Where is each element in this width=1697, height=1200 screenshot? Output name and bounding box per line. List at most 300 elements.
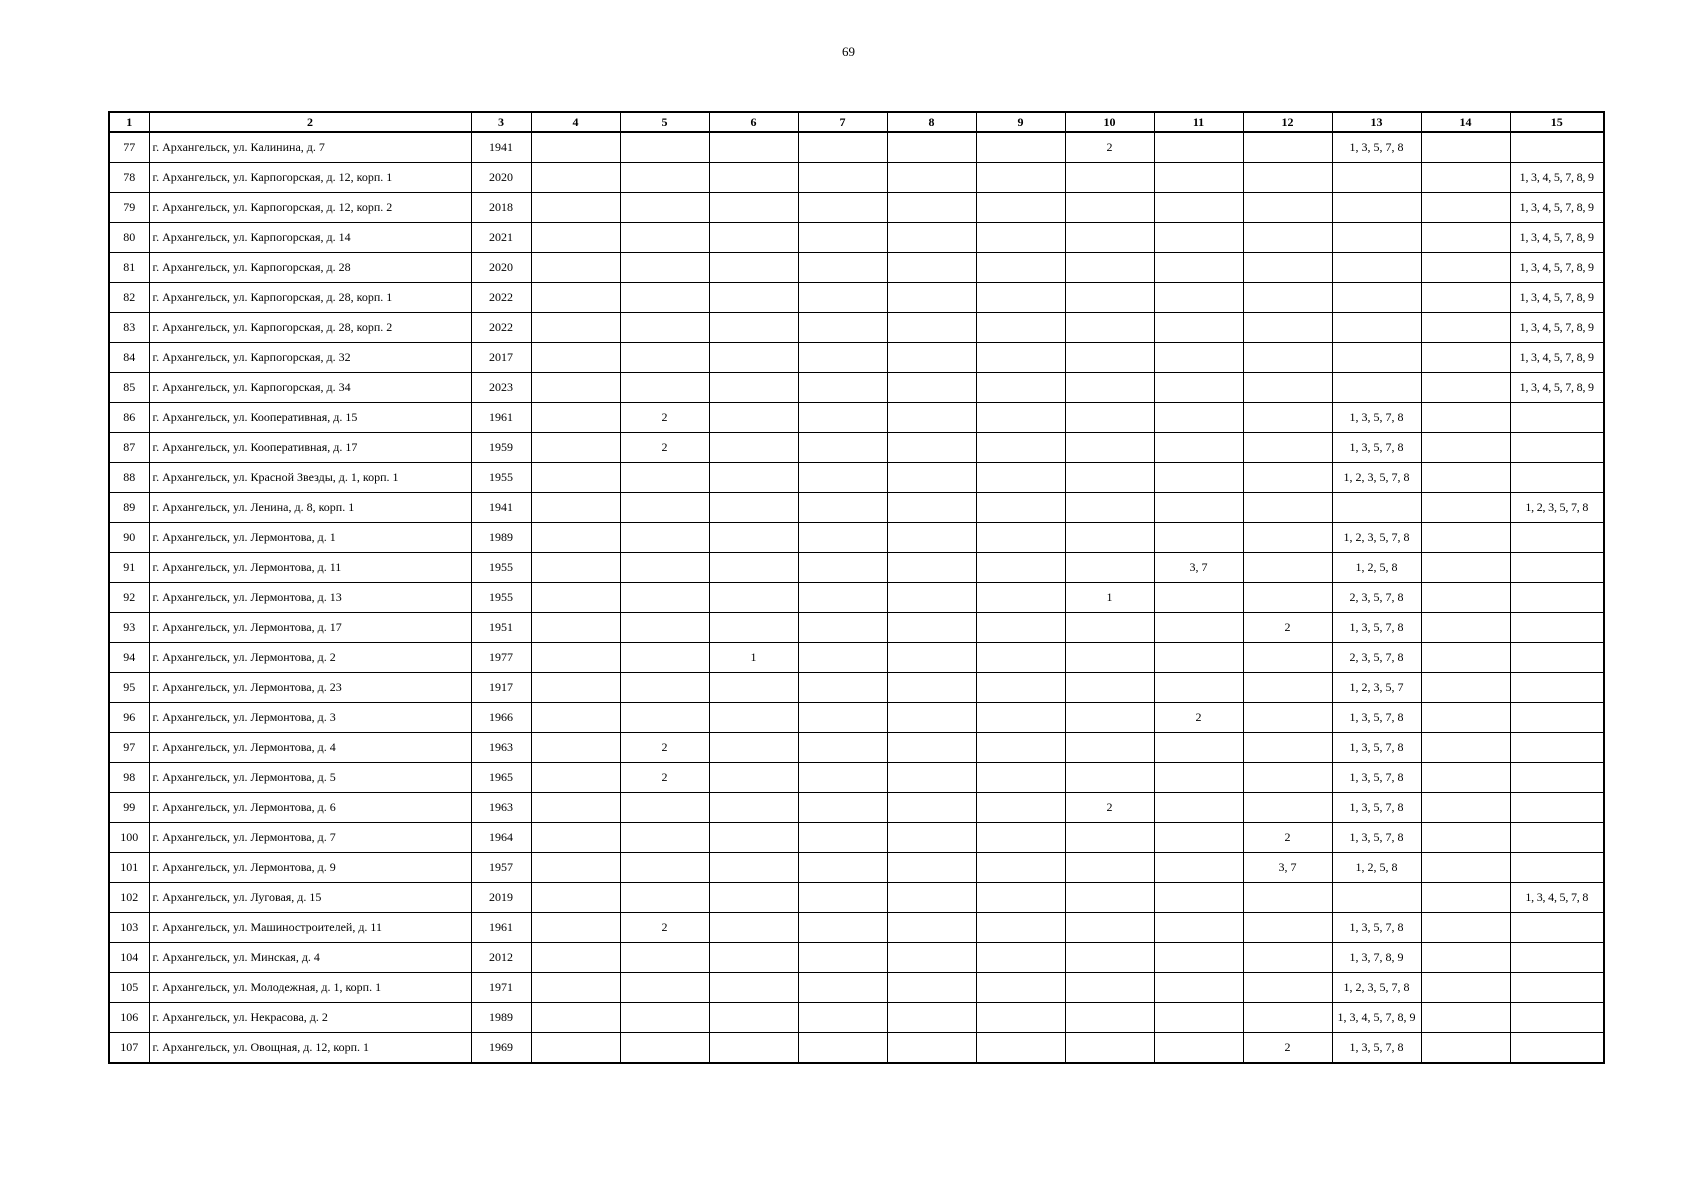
table-cell-col-5 <box>620 1003 709 1033</box>
column-header-8: 8 <box>887 112 976 132</box>
table-cell-col-4 <box>531 193 620 223</box>
table-cell-col-1: 104 <box>109 943 149 973</box>
table-cell-col-11 <box>1154 343 1243 373</box>
table-cell-col-12 <box>1243 373 1332 403</box>
table-cell-col-2: г. Архангельск, ул. Карпогорская, д. 32 <box>149 343 471 373</box>
table-cell-col-1: 100 <box>109 823 149 853</box>
table-cell-col-12 <box>1243 223 1332 253</box>
table-cell-col-9 <box>976 643 1065 673</box>
table-cell-col-7 <box>798 493 887 523</box>
table-cell-col-3: 1941 <box>471 493 531 523</box>
table-cell-col-14 <box>1421 823 1510 853</box>
table-cell-col-14 <box>1421 463 1510 493</box>
table-cell-col-13 <box>1332 883 1421 913</box>
table-cell-col-10 <box>1065 943 1154 973</box>
table-cell-col-15 <box>1510 853 1604 883</box>
table-cell-col-8 <box>887 793 976 823</box>
table-cell-col-5 <box>620 853 709 883</box>
table-cell-col-2: г. Архангельск, ул. Карпогорская, д. 28, корп. 2 <box>149 313 471 343</box>
table-cell-col-15: 1, 3, 4, 5, 7, 8, 9 <box>1510 253 1604 283</box>
column-header-12: 12 <box>1243 112 1332 132</box>
table-cell-col-4 <box>531 463 620 493</box>
table-cell-col-12 <box>1243 703 1332 733</box>
table-cell-col-9 <box>976 613 1065 643</box>
table-cell-col-13: 1, 3, 4, 5, 7, 8, 9 <box>1332 1003 1421 1033</box>
table-cell-col-9 <box>976 193 1065 223</box>
table-cell-col-1: 105 <box>109 973 149 1003</box>
table-row <box>109 643 1604 673</box>
table-cell-col-13 <box>1332 253 1421 283</box>
table-cell-col-10 <box>1065 913 1154 943</box>
table-cell-col-2: г. Архангельск, ул. Карпогорская, д. 12, корп. 1 <box>149 163 471 193</box>
table-cell-col-12 <box>1243 163 1332 193</box>
table-cell-col-11 <box>1154 403 1243 433</box>
table-cell-col-10 <box>1065 763 1154 793</box>
table-cell-col-15 <box>1510 913 1604 943</box>
table-cell-col-7 <box>798 613 887 643</box>
table-cell-col-10 <box>1065 553 1154 583</box>
table-cell-col-9 <box>976 493 1065 523</box>
table-cell-col-8 <box>887 853 976 883</box>
table-cell-col-9 <box>976 373 1065 403</box>
table-row <box>109 1033 1604 1064</box>
table-cell-col-8 <box>887 403 976 433</box>
table-cell-col-13 <box>1332 493 1421 523</box>
table-cell-col-15 <box>1510 1033 1604 1064</box>
table-cell-col-12 <box>1243 253 1332 283</box>
table-cell-col-12: 2 <box>1243 613 1332 643</box>
table-cell-col-7 <box>798 793 887 823</box>
table-cell-col-1: 80 <box>109 223 149 253</box>
table-cell-col-7 <box>798 403 887 433</box>
table-cell-col-7 <box>798 673 887 703</box>
table-row <box>109 853 1604 883</box>
table-cell-col-8 <box>887 553 976 583</box>
table-cell-col-10 <box>1065 613 1154 643</box>
table-cell-col-13 <box>1332 223 1421 253</box>
table-cell-col-14 <box>1421 163 1510 193</box>
table-cell-col-6 <box>709 613 798 643</box>
table-row <box>109 823 1604 853</box>
table-row <box>109 973 1604 1003</box>
table-cell-col-1: 82 <box>109 283 149 313</box>
table-cell-col-10: 1 <box>1065 583 1154 613</box>
table-cell-col-3: 2020 <box>471 253 531 283</box>
table-cell-col-14 <box>1421 583 1510 613</box>
table-cell-col-11 <box>1154 283 1243 313</box>
table-cell-col-5 <box>620 793 709 823</box>
table-cell-col-10 <box>1065 223 1154 253</box>
table-cell-col-13 <box>1332 163 1421 193</box>
table-cell-col-9 <box>976 163 1065 193</box>
table-cell-col-12 <box>1243 523 1332 553</box>
table-cell-col-13: 1, 2, 3, 5, 7, 8 <box>1332 463 1421 493</box>
table-cell-col-8 <box>887 193 976 223</box>
table-cell-col-11 <box>1154 943 1243 973</box>
table-cell-col-11 <box>1154 523 1243 553</box>
table-cell-col-12 <box>1243 553 1332 583</box>
table-cell-col-4 <box>531 913 620 943</box>
table-cell-col-7 <box>798 463 887 493</box>
table-cell-col-8 <box>887 673 976 703</box>
table-cell-col-10 <box>1065 523 1154 553</box>
table-cell-col-5 <box>620 673 709 703</box>
table-cell-col-5 <box>620 553 709 583</box>
table-cell-col-4 <box>531 853 620 883</box>
table-cell-col-15 <box>1510 553 1604 583</box>
table-cell-col-14 <box>1421 853 1510 883</box>
table-cell-col-11 <box>1154 253 1243 283</box>
table-cell-col-13: 2, 3, 5, 7, 8 <box>1332 643 1421 673</box>
table-cell-col-2: г. Архангельск, ул. Лермонтова, д. 5 <box>149 763 471 793</box>
table-cell-col-7 <box>798 643 887 673</box>
table-cell-col-1: 106 <box>109 1003 149 1033</box>
table-cell-col-4 <box>531 283 620 313</box>
table-cell-col-1: 99 <box>109 793 149 823</box>
table-cell-col-2: г. Архангельск, ул. Лермонтова, д. 6 <box>149 793 471 823</box>
table-row <box>109 132 1604 163</box>
table-cell-col-4 <box>531 163 620 193</box>
table-cell-col-3: 1955 <box>471 553 531 583</box>
table-cell-col-3: 1941 <box>471 132 531 163</box>
table-cell-col-6 <box>709 913 798 943</box>
table-cell-col-5 <box>620 313 709 343</box>
table-cell-col-2: г. Архангельск, ул. Лермонтова, д. 4 <box>149 733 471 763</box>
table-cell-col-3: 1964 <box>471 823 531 853</box>
table-cell-col-3: 1965 <box>471 763 531 793</box>
table-cell-col-4 <box>531 403 620 433</box>
table-cell-col-1: 88 <box>109 463 149 493</box>
table-cell-col-14 <box>1421 433 1510 463</box>
table-cell-col-9 <box>976 1003 1065 1033</box>
table-cell-col-4 <box>531 613 620 643</box>
table-cell-col-2: г. Архангельск, ул. Кооперативная, д. 17 <box>149 433 471 463</box>
table-cell-col-3: 1961 <box>471 913 531 943</box>
table-cell-col-7 <box>798 913 887 943</box>
table-cell-col-2: г. Архангельск, ул. Лермонтова, д. 11 <box>149 553 471 583</box>
table-cell-col-5 <box>620 583 709 613</box>
column-header-11: 11 <box>1154 112 1243 132</box>
table-cell-col-3: 1955 <box>471 583 531 613</box>
column-header-5: 5 <box>620 112 709 132</box>
table-cell-col-7 <box>798 553 887 583</box>
table-cell-col-8 <box>887 613 976 643</box>
table-cell-col-10 <box>1065 883 1154 913</box>
table-cell-col-10 <box>1065 1033 1154 1064</box>
table-cell-col-12: 2 <box>1243 1033 1332 1064</box>
table-cell-col-3: 2022 <box>471 283 531 313</box>
table-cell-col-12 <box>1243 643 1332 673</box>
table-cell-col-5: 2 <box>620 733 709 763</box>
table-cell-col-13: 1, 2, 3, 5, 7 <box>1332 673 1421 703</box>
table-cell-col-9 <box>976 283 1065 313</box>
table-cell-col-8 <box>887 283 976 313</box>
table-cell-col-14 <box>1421 313 1510 343</box>
table-cell-col-13 <box>1332 373 1421 403</box>
table-cell-col-15 <box>1510 673 1604 703</box>
table-cell-col-5: 2 <box>620 403 709 433</box>
table-cell-col-5 <box>620 343 709 373</box>
table-cell-col-5: 2 <box>620 913 709 943</box>
table-cell-col-10 <box>1065 193 1154 223</box>
table-row <box>109 883 1604 913</box>
table-cell-col-9 <box>976 703 1065 733</box>
table-cell-col-8 <box>887 973 976 1003</box>
table-cell-col-12 <box>1243 1003 1332 1033</box>
table-cell-col-3: 1977 <box>471 643 531 673</box>
table-cell-col-14 <box>1421 493 1510 523</box>
table-cell-col-12 <box>1243 733 1332 763</box>
table-cell-col-4 <box>531 132 620 163</box>
table-cell-col-12 <box>1243 763 1332 793</box>
table-cell-col-7 <box>798 583 887 613</box>
table-cell-col-8 <box>887 733 976 763</box>
table-cell-col-1: 95 <box>109 673 149 703</box>
table-cell-col-12 <box>1243 403 1332 433</box>
table-cell-col-14 <box>1421 193 1510 223</box>
table-cell-col-12 <box>1243 433 1332 463</box>
table-cell-col-15 <box>1510 943 1604 973</box>
table-cell-col-1: 90 <box>109 523 149 553</box>
table-cell-col-4 <box>531 583 620 613</box>
table-cell-col-12: 3, 7 <box>1243 853 1332 883</box>
table-cell-col-11: 3, 7 <box>1154 553 1243 583</box>
table-cell-col-14 <box>1421 223 1510 253</box>
table-cell-col-8 <box>887 823 976 853</box>
table-cell-col-2: г. Архангельск, ул. Лермонтова, д. 17 <box>149 613 471 643</box>
table-cell-col-11 <box>1154 1033 1243 1064</box>
table-cell-col-7 <box>798 163 887 193</box>
table-cell-col-2: г. Архангельск, ул. Карпогорская, д. 12, корп. 2 <box>149 193 471 223</box>
table-cell-col-7 <box>798 523 887 553</box>
table-row <box>109 313 1604 343</box>
table-cell-col-15 <box>1510 643 1604 673</box>
table-cell-col-8 <box>887 583 976 613</box>
table-cell-col-7 <box>798 943 887 973</box>
table-cell-col-14 <box>1421 733 1510 763</box>
table-cell-col-7 <box>798 343 887 373</box>
table-cell-col-11 <box>1154 793 1243 823</box>
table-cell-col-3: 1957 <box>471 853 531 883</box>
table-cell-col-13: 1, 3, 5, 7, 8 <box>1332 793 1421 823</box>
table-body <box>109 132 1604 1063</box>
table-cell-col-1: 93 <box>109 613 149 643</box>
table-cell-col-6 <box>709 853 798 883</box>
table-cell-col-14 <box>1421 913 1510 943</box>
table-cell-col-7 <box>798 823 887 853</box>
table-cell-col-10 <box>1065 463 1154 493</box>
table-cell-col-14 <box>1421 793 1510 823</box>
table-row <box>109 223 1604 253</box>
table-cell-col-2: г. Архангельск, ул. Машиностроителей, д. 11 <box>149 913 471 943</box>
table-cell-col-1: 83 <box>109 313 149 343</box>
table-cell-col-6 <box>709 223 798 253</box>
table-cell-col-2: г. Архангельск, ул. Карпогорская, д. 34 <box>149 373 471 403</box>
table-cell-col-9 <box>976 553 1065 583</box>
column-header-9: 9 <box>976 112 1065 132</box>
table-cell-col-12 <box>1243 132 1332 163</box>
table-cell-col-15 <box>1510 613 1604 643</box>
table-cell-col-6 <box>709 493 798 523</box>
table-row <box>109 553 1604 583</box>
table-cell-col-4 <box>531 673 620 703</box>
table-cell-col-3: 1917 <box>471 673 531 703</box>
table-cell-col-8 <box>887 343 976 373</box>
table-cell-col-1: 107 <box>109 1033 149 1064</box>
table-cell-col-9 <box>976 523 1065 553</box>
table-cell-col-1: 102 <box>109 883 149 913</box>
column-header-13: 13 <box>1332 112 1421 132</box>
table-cell-col-15: 1, 3, 4, 5, 7, 8, 9 <box>1510 313 1604 343</box>
table-row <box>109 373 1604 403</box>
table-cell-col-8 <box>887 703 976 733</box>
table-cell-col-1: 77 <box>109 132 149 163</box>
table-cell-col-4 <box>531 823 620 853</box>
table-cell-col-5: 2 <box>620 433 709 463</box>
table-cell-col-7 <box>798 433 887 463</box>
table-cell-col-8 <box>887 493 976 523</box>
table-cell-col-9 <box>976 943 1065 973</box>
table-cell-col-14 <box>1421 253 1510 283</box>
table-row <box>109 673 1604 703</box>
column-header-1: 1 <box>109 112 149 132</box>
column-header-10: 10 <box>1065 112 1154 132</box>
table-cell-col-13: 1, 2, 5, 8 <box>1332 553 1421 583</box>
table-cell-col-2: г. Архангельск, ул. Карпогорская, д. 14 <box>149 223 471 253</box>
table-cell-col-12 <box>1243 883 1332 913</box>
table-cell-col-11 <box>1154 163 1243 193</box>
table-cell-col-9 <box>976 583 1065 613</box>
table-cell-col-5 <box>620 373 709 403</box>
table-cell-col-3: 1963 <box>471 733 531 763</box>
table-cell-col-11 <box>1154 883 1243 913</box>
table-cell-col-7 <box>798 253 887 283</box>
table-cell-col-7 <box>798 733 887 763</box>
table-cell-col-15: 1, 3, 4, 5, 7, 8, 9 <box>1510 163 1604 193</box>
table-cell-col-11 <box>1154 613 1243 643</box>
table-cell-col-9 <box>976 763 1065 793</box>
table-cell-col-15 <box>1510 1003 1604 1033</box>
table-cell-col-9 <box>976 823 1065 853</box>
table-cell-col-4 <box>531 1033 620 1064</box>
table-cell-col-15: 1, 3, 4, 5, 7, 8, 9 <box>1510 193 1604 223</box>
table-cell-col-6 <box>709 403 798 433</box>
table-cell-col-3: 2020 <box>471 163 531 193</box>
table-cell-col-8 <box>887 883 976 913</box>
table-cell-col-3: 1963 <box>471 793 531 823</box>
table-cell-col-9 <box>976 463 1065 493</box>
table-cell-col-8 <box>887 943 976 973</box>
table-cell-col-4 <box>531 1003 620 1033</box>
table-row <box>109 793 1604 823</box>
table-cell-col-4 <box>531 973 620 1003</box>
table-cell-col-15: 1, 3, 4, 5, 7, 8, 9 <box>1510 373 1604 403</box>
table-cell-col-15 <box>1510 433 1604 463</box>
table-cell-col-14 <box>1421 613 1510 643</box>
table-cell-col-4 <box>531 643 620 673</box>
table-cell-col-5 <box>620 823 709 853</box>
table-cell-col-8 <box>887 1003 976 1033</box>
table-cell-col-7 <box>798 883 887 913</box>
table-cell-col-12 <box>1243 313 1332 343</box>
table-cell-col-15 <box>1510 703 1604 733</box>
table-cell-col-5: 2 <box>620 763 709 793</box>
table-cell-col-5 <box>620 943 709 973</box>
table-cell-col-1: 87 <box>109 433 149 463</box>
table-cell-col-10 <box>1065 823 1154 853</box>
table-cell-col-11 <box>1154 1003 1243 1033</box>
table-cell-col-11 <box>1154 223 1243 253</box>
table-header <box>109 112 1604 132</box>
table-cell-col-14 <box>1421 673 1510 703</box>
table-cell-col-10 <box>1065 973 1154 1003</box>
table-cell-col-11 <box>1154 313 1243 343</box>
table-cell-col-14 <box>1421 643 1510 673</box>
table-cell-col-9 <box>976 433 1065 463</box>
table-cell-col-7 <box>798 283 887 313</box>
table-cell-col-11 <box>1154 132 1243 163</box>
table-cell-col-10 <box>1065 733 1154 763</box>
table-cell-col-6 <box>709 943 798 973</box>
table-cell-col-15 <box>1510 973 1604 1003</box>
table-cell-col-7 <box>798 763 887 793</box>
table-cell-col-9 <box>976 793 1065 823</box>
table-cell-col-14 <box>1421 283 1510 313</box>
table-cell-col-9 <box>976 853 1065 883</box>
table-cell-col-6 <box>709 733 798 763</box>
table-cell-col-3: 2022 <box>471 313 531 343</box>
table-cell-col-6 <box>709 313 798 343</box>
table-cell-col-2: г. Архангельск, ул. Лермонтова, д. 2 <box>149 643 471 673</box>
table-cell-col-6 <box>709 132 798 163</box>
table-cell-col-11 <box>1154 193 1243 223</box>
table-cell-col-13: 1, 3, 5, 7, 8 <box>1332 763 1421 793</box>
table-cell-col-3: 1955 <box>471 463 531 493</box>
table-cell-col-14 <box>1421 943 1510 973</box>
table-cell-col-6 <box>709 283 798 313</box>
table-cell-col-12 <box>1243 583 1332 613</box>
column-header-7: 7 <box>798 112 887 132</box>
table-cell-col-13: 1, 3, 5, 7, 8 <box>1332 823 1421 853</box>
table-cell-col-4 <box>531 343 620 373</box>
table-cell-col-5 <box>620 703 709 733</box>
table-cell-col-6 <box>709 433 798 463</box>
table-cell-col-8 <box>887 253 976 283</box>
table-cell-col-6 <box>709 463 798 493</box>
table-cell-col-5 <box>620 223 709 253</box>
table-cell-col-13: 1, 3, 5, 7, 8 <box>1332 1033 1421 1064</box>
table-row <box>109 343 1604 373</box>
table-cell-col-6 <box>709 373 798 403</box>
table-cell-col-7 <box>798 1003 887 1033</box>
table-cell-col-14 <box>1421 1003 1510 1033</box>
table-cell-col-12 <box>1243 973 1332 1003</box>
table-row <box>109 403 1604 433</box>
table-cell-col-8 <box>887 643 976 673</box>
table-cell-col-3: 1961 <box>471 403 531 433</box>
table-cell-col-2: г. Архангельск, ул. Лермонтова, д. 23 <box>149 673 471 703</box>
table-cell-col-11 <box>1154 583 1243 613</box>
table-cell-col-15 <box>1510 463 1604 493</box>
table-cell-col-15: 1, 3, 4, 5, 7, 8, 9 <box>1510 223 1604 253</box>
table-cell-col-3: 1966 <box>471 703 531 733</box>
table-cell-col-12 <box>1243 193 1332 223</box>
table-cell-col-6 <box>709 673 798 703</box>
table-row <box>109 733 1604 763</box>
table-cell-col-9 <box>976 883 1065 913</box>
table-cell-col-13: 1, 2, 3, 5, 7, 8 <box>1332 523 1421 553</box>
table-cell-col-8 <box>887 1033 976 1064</box>
